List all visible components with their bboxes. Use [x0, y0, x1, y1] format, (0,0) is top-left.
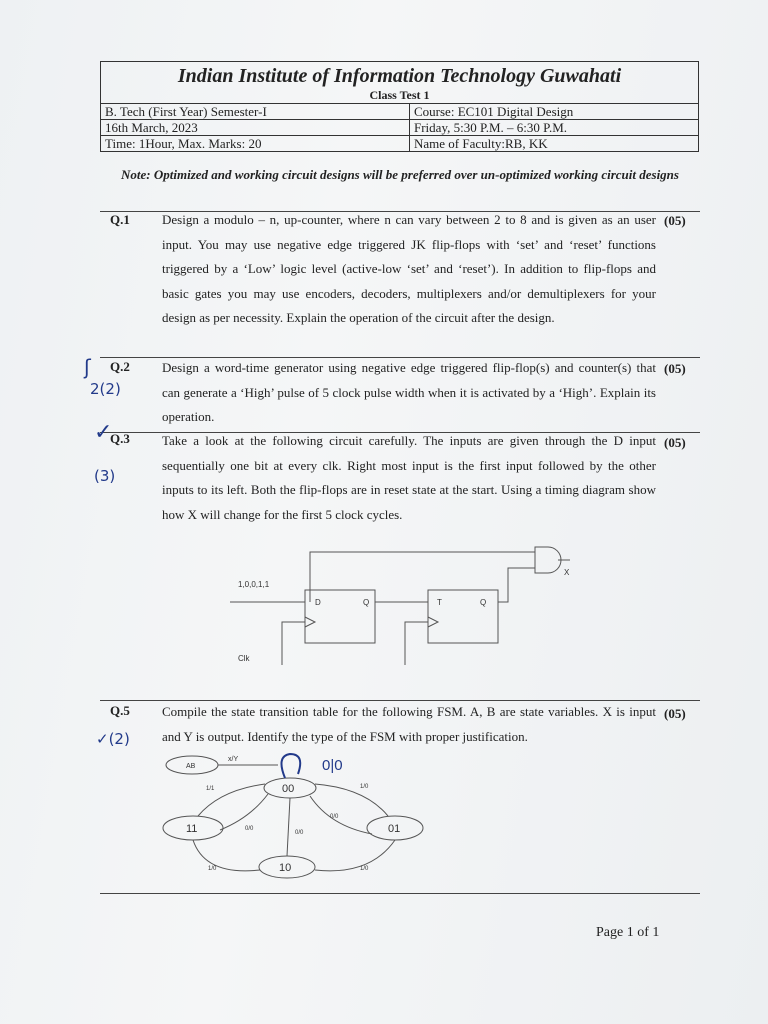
faculty-cell: Name of Faculty:RB, KK	[410, 136, 699, 152]
q1-label: Q	[363, 598, 370, 607]
output-x-label: X	[564, 568, 570, 577]
q2-text: Design a word-time generator using negative edge triggered flip-flop(s) and counter(s) that can generate a ‘High’ pulse of 5 clock pulse width when it is activated by a ‘High’. Explain its operation.	[162, 360, 656, 424]
state-11-label: 11	[186, 823, 198, 835]
q3-text: Take a look at the following circuit carefully. The inputs are given through the D input sequentially one bit at every clk. Right most input is the first input followed by the other inputs to its left. Both the flip-flops are in reset state at the start. Using a timing diagram show how X will change for the first 5 clock cycles.	[162, 433, 656, 522]
institute-name: Indian Institute of Information Technology Guwahati	[177, 65, 622, 87]
t-label: T	[437, 598, 442, 607]
handwritten-loop-label: 0|0	[322, 757, 343, 774]
state-10-label: 10	[279, 862, 292, 874]
handwritten-q2-mark: 2(2)	[90, 380, 121, 398]
clk-label: Clk	[238, 654, 250, 663]
state-00-label: 00	[282, 783, 295, 795]
test-name: Class Test 1	[369, 88, 430, 102]
handwritten-tick-icon: ✓	[94, 420, 113, 445]
and-gate	[535, 547, 561, 573]
edge-label: 0/0	[330, 814, 339, 820]
q2-marks: (05)	[664, 361, 686, 376]
q2-number: Q.2	[110, 359, 130, 374]
legend-state-label: AB	[186, 763, 196, 770]
q3-number: Q.3	[110, 431, 130, 446]
q3-marks: (05)	[664, 435, 686, 450]
page-number: Page 1 of 1	[596, 925, 660, 940]
course-cell: Course: EC101 Digital Design	[410, 104, 699, 120]
q5-number: Q.5	[110, 703, 130, 718]
state-01-label: 01	[388, 823, 401, 835]
q5-marks: (05)	[664, 706, 686, 721]
time-cell: Friday, 5:30 P.M. – 6:30 P.M.	[410, 120, 699, 136]
handwritten-self-loop	[281, 754, 300, 778]
q5-text: Compile the state transition table for the following FSM. A, B are state variables. X is input and Y is output. Identify the type of the FSM with proper justification.	[162, 704, 656, 744]
header-table	[101, 103, 698, 151]
q1-marks: (05)	[664, 213, 686, 228]
q2-label: Q	[480, 598, 487, 607]
edge-label: 1/1	[206, 786, 215, 792]
handwritten-q3-mark: (3)	[94, 467, 116, 485]
handwritten-check-icon: ʃ	[84, 355, 91, 379]
edge-label: 0/0	[245, 826, 254, 832]
edge-label: 1/0	[360, 784, 369, 790]
program-cell: B. Tech (First Year) Semester-I	[101, 104, 410, 120]
divider	[100, 893, 700, 894]
flip-flop-circuit	[230, 545, 590, 670]
fsm-diagram	[150, 748, 450, 883]
date-cell: 16th March, 2023	[101, 120, 410, 136]
edge-label: 1/0	[208, 866, 217, 872]
edge-label: 1/0	[360, 866, 369, 872]
duration-cell: Time: 1Hour, Max. Marks: 20	[101, 136, 410, 152]
header-row	[101, 104, 698, 120]
header-row	[101, 136, 698, 152]
header-box	[100, 61, 699, 152]
input-sequence-label: 1,0,0,1,1	[238, 580, 270, 589]
header-row	[101, 120, 698, 136]
q1-text: Design a modulo – n, up-counter, where n can vary between 2 to 8 and is given as an user input. You may use negative edge triggered JK flip-flops with ‘set’ and ‘reset’ functions triggered by a ‘Low’ logic level (active-low ‘set’ and ‘reset’). In addition to flip-flops and basic gates you may use encoders, decoders, multiplexers and/or demultiplexers for your design as per necessity. Explain the operation of the circuit after the design.	[162, 212, 656, 325]
q1-number: Q.1	[110, 212, 130, 227]
handwritten-q5-mark: ✓(2)	[96, 730, 130, 748]
note-text: Note: Optimized and working circuit designs will be preferred over un-optimized working circuit designs	[121, 167, 679, 182]
d-label: D	[315, 598, 321, 607]
legend-edge-label: x/Y	[228, 756, 239, 763]
edge-label: 0/0	[295, 830, 304, 836]
